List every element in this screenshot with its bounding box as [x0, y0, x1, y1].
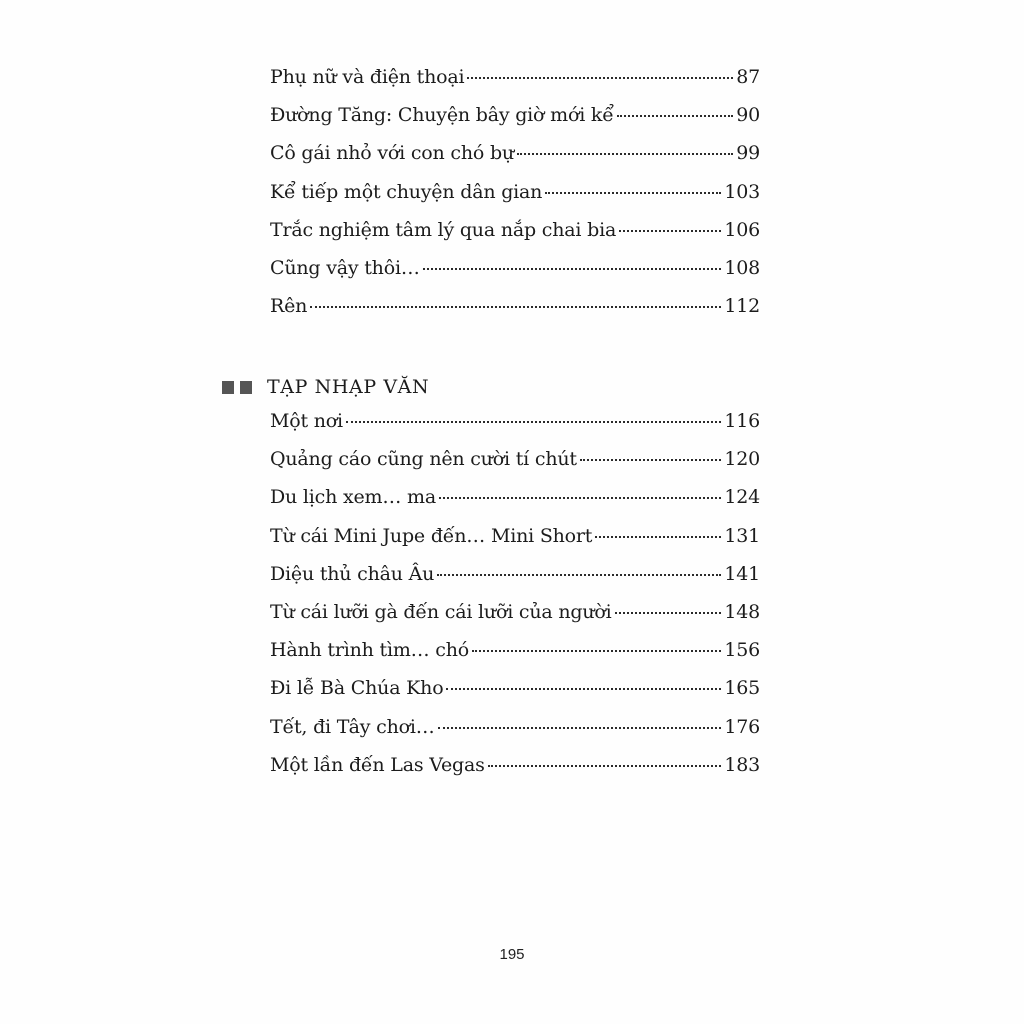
toc-entry: [270, 601, 760, 639]
dot-leader: [439, 497, 721, 499]
toc-entry-page: 124: [724, 486, 760, 509]
page-number: 195: [499, 946, 525, 963]
toc-entry-title: Từ cái lưỡi gà đến cái lưỡi của người: [270, 600, 612, 623]
toc-entry-title: Một lần đến Las Vegas: [270, 753, 485, 776]
toc-entry-title: Du lịch xem… ma: [270, 486, 436, 509]
toc-entry-page: 148: [724, 600, 760, 623]
dot-leader: [619, 230, 721, 232]
dot-leader: [517, 153, 733, 155]
toc-entry: [270, 716, 760, 754]
toc-entry-page: 176: [724, 715, 760, 738]
dot-leader: [472, 650, 721, 652]
toc-entry-title: Từ cái Mini Jupe đến… Mini Short: [270, 524, 593, 547]
dot-leader: [545, 192, 721, 194]
toc-entry: [270, 66, 760, 104]
dot-leader: [617, 115, 734, 117]
dot-leader: [615, 612, 722, 614]
toc-entry-page: 103: [724, 180, 760, 203]
toc-entry-page: 120: [724, 448, 760, 471]
toc-entry-title: Hành trình tìm… chó: [270, 639, 470, 662]
dot-leader: [346, 421, 721, 423]
square-marker-icon: [240, 381, 252, 394]
toc-entry-page: 108: [724, 256, 760, 279]
toc-entry: [270, 410, 760, 448]
toc-entry: [270, 486, 760, 524]
toc-entry-page: 141: [724, 562, 760, 585]
toc-entry-page: 87: [736, 66, 760, 88]
toc-entry-page: 116: [724, 410, 760, 432]
toc-entry: [270, 219, 760, 257]
toc-entry: [270, 295, 760, 333]
toc-entry-page: 90: [736, 104, 760, 127]
toc-entry: [270, 104, 760, 142]
toc-entry: [270, 677, 760, 715]
toc-entry: [270, 257, 760, 295]
toc-entry-title: Cũng vậy thôi…: [270, 256, 420, 279]
dot-leader: [488, 765, 722, 767]
toc-entry-title: Đi lễ Bà Chúa Kho: [270, 677, 444, 700]
toc-entry-title: Cô gái nhỏ với con chó bự: [270, 142, 514, 165]
toc-entry-title: Rên: [270, 295, 308, 318]
dot-leader: [595, 536, 721, 538]
dot-leader: [310, 306, 721, 308]
toc-entry-page: 106: [724, 218, 760, 241]
toc-entry-page: 112: [724, 295, 760, 318]
toc-entry-title: Diệu thủ châu Âu: [270, 562, 435, 585]
toc-entry: [270, 639, 760, 677]
toc-entry: [270, 142, 760, 180]
toc-entry-title: Quảng cáo cũng nên cười tí chút: [270, 448, 577, 471]
dot-leader: [580, 459, 721, 461]
toc-entry: [270, 754, 760, 792]
toc-entry: [270, 563, 760, 601]
toc-entry-title: Kể tiếp một chuyện dân gian: [270, 180, 543, 203]
toc-entry-title: Đường Tăng: Chuyện bây giờ mới kể: [270, 104, 614, 127]
dot-leader: [437, 574, 721, 576]
section-title: TẠP NHẠP VĂN: [267, 376, 430, 398]
section-heading: [222, 376, 429, 398]
dot-leader: [467, 77, 733, 79]
toc-entry-title: Phụ nữ và điện thoại: [270, 66, 465, 88]
toc-entry-page: 99: [736, 142, 760, 165]
toc-entry: [270, 448, 760, 486]
dot-leader: [446, 688, 721, 690]
toc-list-second: [270, 410, 760, 792]
toc-entry-title: Một nơi: [270, 410, 343, 432]
toc-entry: [270, 181, 760, 219]
dot-leader: [438, 727, 722, 729]
dot-leader: [423, 268, 722, 270]
toc-entry-page: 183: [724, 753, 760, 776]
toc-list-first: [270, 66, 760, 333]
toc-entry-page: 131: [724, 524, 760, 547]
toc-entry: [270, 525, 760, 563]
square-marker-icon: [222, 381, 234, 394]
toc-entry-page: 165: [724, 677, 760, 700]
toc-entry-page: 156: [724, 639, 760, 662]
toc-entry-title: Trắc nghiệm tâm lý qua nắp chai bia: [270, 218, 617, 241]
toc-entry-title: Tết, đi Tây chơi…: [270, 715, 435, 738]
